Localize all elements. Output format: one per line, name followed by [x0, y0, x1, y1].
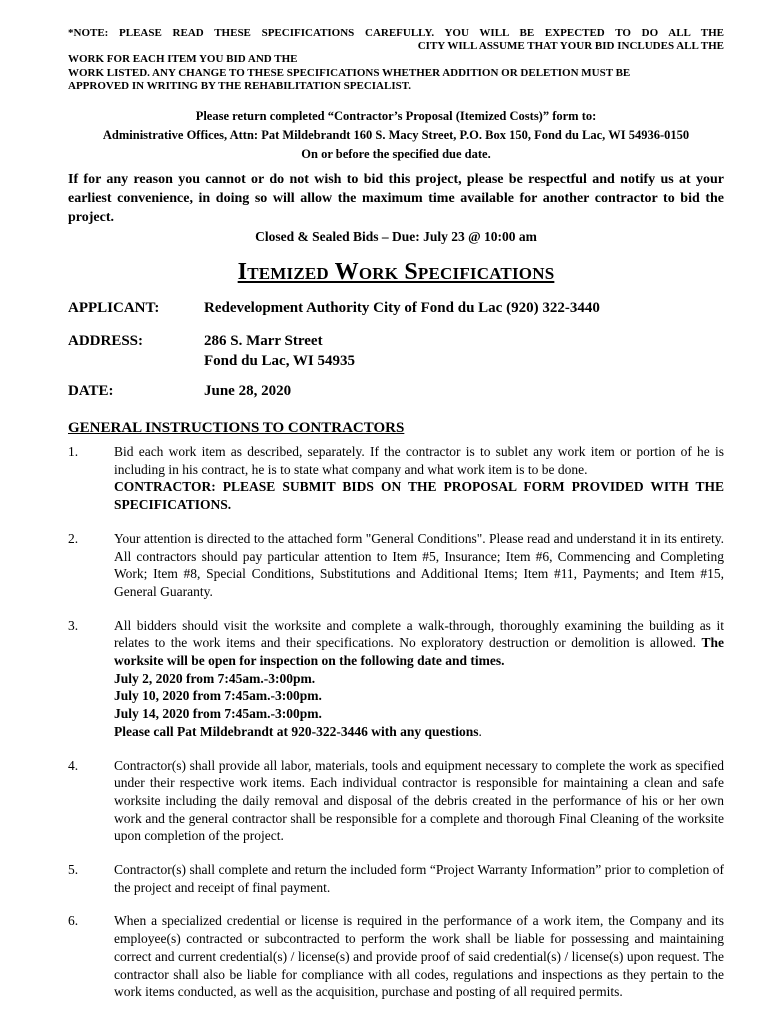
item-text: Contractor(s) shall complete and return the included form “Project Warranty Information” prior to completion of the project and receipt of final payment.	[114, 862, 724, 895]
list-item	[68, 443, 724, 514]
list-item	[68, 861, 724, 896]
respect-notice: If for any reason you cannot or do not wish to bid this project, please be respectful and notify us at your earliest convenience, in doing so will allow the maximum time available for another contractor to bid the project.	[68, 172, 724, 226]
item-bold-text: The worksite will be open for inspection on the following date and times.	[114, 635, 725, 669]
address-row	[68, 331, 724, 371]
inspection-date: July 10, 2020 from 7:45am.-3:00pm.	[114, 688, 322, 704]
item-text: Bid each work item as described, separately. If the contractor is to sublet any work item or portion of he is including in his contract, he is to state what company and what work item is to be done. CONTRACTOR: PLEASE SUBMIT BIDS ON THE PROPOSAL FORM PROVIDED WITH THE SPECIFICATIONS.	[114, 444, 724, 513]
instructions-list	[68, 443, 724, 1001]
item-number: 1.	[68, 444, 79, 460]
return-address: Administrative Offices, Attn: Pat Mildebrandt 160 S. Macy Street, P.O. Box 150, Fond du Lac, WI 54936-0150	[102, 128, 690, 143]
contact-line: Please call Pat Mildebrandt at 920-322-3446 with any questions.	[114, 723, 482, 739]
address-value	[204, 331, 724, 371]
item-number: 6.	[68, 913, 79, 929]
page-title: Itemized Work Specifications	[237, 259, 555, 286]
item-text: Contractor(s) shall provide all labor, materials, tools and equipment necessary to complete the work as specified under their respective work items. Each individual contractor is responsible for maintaining a clean and safe worksite including the daily removal and disposal of the debris created in the performance of his or her own work and the general contractor shall be responsible for a complete and thorough Final Cleaning of the worksite upon completion of the project.	[114, 757, 724, 844]
note-line-3: WORK FOR EACH ITEM YOU BID AND THE	[68, 53, 298, 66]
return-deadline: On or before the specified due date.	[301, 147, 491, 162]
return-line-1: Please return completed “Contractor’s Proposal (Itemized Costs)” form to:	[195, 109, 597, 124]
date-label: DATE:	[68, 383, 114, 400]
bids-due: Closed & Sealed Bids – Due: July 23 @ 10:00 am	[255, 229, 537, 245]
applicant-info	[68, 300, 724, 400]
address-label: ADDRESS:	[68, 333, 144, 350]
item-number: 3.	[68, 617, 79, 633]
item-number: 2.	[68, 530, 79, 546]
general-instructions-heading: GENERAL INSTRUCTIONS TO CONTRACTORS	[68, 420, 405, 437]
document-page	[68, 27, 724, 1017]
item-text: When a specialized credential or license is required in the performance of a work item, the Company and its employee(s) contracted or subcontracted to perform the work shall be liable for possessing and maintaining correct and current credential(s) / license(s) and provide proof of said credential(s) / license(s) upon request. The contractor shall also be liable for compliance with all codes, regulations and inspections as they pertain to the work items conducted, as well as the acquisition, purchase and posting of all required permits.	[114, 913, 724, 1000]
item-number: 5.	[68, 862, 79, 878]
note-line-2: CITY WILL ASSUME THAT YOUR BID INCLUDES ALL THE	[417, 40, 724, 53]
note-line-5: APPROVED IN WRITING BY THE REHABILITATION SPECIALIST.	[68, 79, 412, 92]
item-text: Your attention is directed to the attached form "General Conditions". Please read and understand it in its entirety. All contractors should pay particular attention to Item #5, Insurance; Item #6, Commencing and Completing Work; Item #8, Special Conditions, Substitutions and Additional Items; Item #11, Payments; and Item #15, General Guaranty.	[114, 530, 724, 599]
item-text: All bidders should visit the worksite and complete a walk-through, thoroughly examining the building as it relates to the work items and their specifications. No exploratory destruction or demolition is allowed. The worksite will be open for inspection on the following date and times. July 2, 2020 from 7:45am.-3:00pm. July 10, 2020 from 7:45am.-3:00pm. July 14, 2020 from 7:45am.-3:00pm. Please call Pat Mildebrandt at 920-322-3446 with any questions.	[114, 617, 725, 739]
applicant-row	[68, 300, 724, 317]
date-value: June 28, 2020	[204, 383, 292, 400]
inspection-date: July 14, 2020 from 7:45am.-3:00pm.	[114, 706, 322, 722]
address-line-2: Fond du Lac, WI 54935	[204, 353, 356, 370]
note-line-1: *NOTE: PLEASE READ THESE SPECIFICATIONS CAREFULLY. YOU WILL BE EXPECTED TO DO ALL THE	[68, 27, 724, 39]
item-number: 4.	[68, 757, 79, 773]
inspection-date: July 2, 2020 from 7:45am.-3:00pm.	[114, 670, 316, 686]
list-item	[68, 757, 724, 846]
list-item	[68, 617, 724, 741]
note-line-4: WORK LISTED. ANY CHANGE TO THESE SPECIFICATIONS WHETHER ADDITION OR DELETION MUST BE	[68, 66, 631, 79]
applicant-label: APPLICANT:	[68, 300, 160, 317]
applicant-value: Redevelopment Authority City of Fond du Lac (920) 322-3440	[204, 300, 600, 317]
address-line-1: 286 S. Marr Street	[204, 333, 323, 350]
specifications-note	[68, 27, 724, 93]
date-row	[68, 383, 724, 400]
list-item	[68, 530, 724, 601]
return-instructions	[68, 107, 724, 164]
item-bold-text: CONTRACTOR: PLEASE SUBMIT BIDS ON THE PROPOSAL FORM PROVIDED WITH THE SPECIFICATIONS.	[114, 479, 724, 513]
list-item	[68, 912, 724, 1001]
